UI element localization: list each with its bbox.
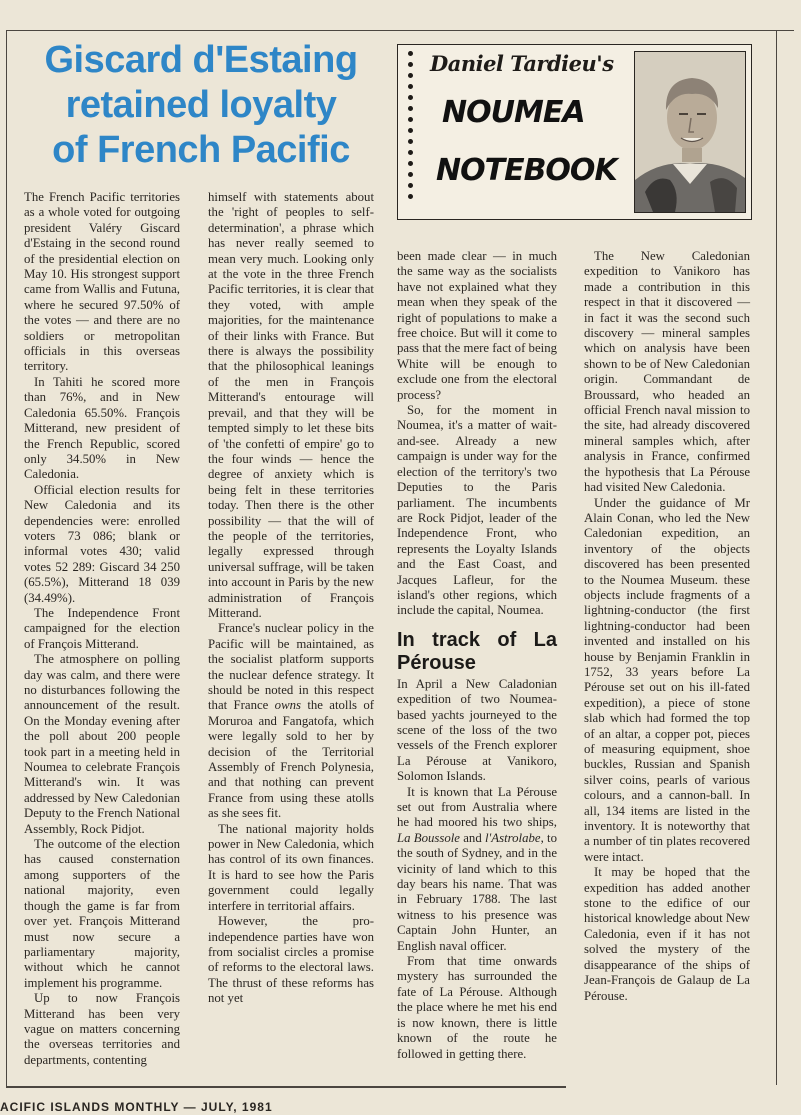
- author-portrait: [634, 51, 746, 213]
- col1-paragraph: In Tahiti he scored more than 76%, and in New Caledonia 65.50%. François Mitterand, new president of the French Republic, scored only 34.50% in New Caledonia.: [24, 374, 180, 482]
- col2-emphasis: owns: [274, 698, 301, 713]
- col2-text: the atolls of Moruroa and Fangatofa, which were legally sold to her by decision of the Territorial Assembly of French Polynesia, and that nothing can prevent France from using these atolls as she sees fit.: [208, 698, 374, 821]
- col2-paragraph: himself with statements about the 'right of peoples to self-determination', a phrase which has never really seemed to mean very much. Looking only at the vote in the three French Pacific territories, it is clear that they voted, with ample majorities, for the maintenance of their links with France. But there is always the possibility that the philosophical leanings of the men in François Mitterand's entourage will prevail, and that they will be tempted simply to let these bits of 'the confetti of empire' go to the four winds — hence the degree of anxiety which is being felt in these territories today. Then there is the other possibility — that the will of the people of the territories, legally expressed through universal suffrage, will be taken into account in Paris by the new administration of François Mitterand.: [208, 190, 374, 620]
- page-footer: ACIFIC ISLANDS MONTHLY — JULY, 1981: [0, 1100, 273, 1114]
- col1-paragraph: Official election results for New Caledonia and its dependencies were: enrolled voters 73 086; blank or informal votes 430; valid votes 52 289: Giscard 34 250 (65.5%), Mitterand 18 039 (34.49%).: [24, 482, 180, 605]
- col2-text: France's nuclear policy in the Pacific will be maintained, as the socialist platform supports the nuclear defence strategy. It should be noted in this respect that France: [208, 621, 374, 713]
- article-column-4: [584, 249, 750, 1004]
- ship-name-boussole: La Boussole: [397, 830, 460, 845]
- col4-paragraph: Under the guidance of Mr Alain Conan, who led the New Caledonian expedition, an inventory of the objects discovered has been presented to the Noumea Museum. these objects include fragments of a lightning-conductor (the first lightning-conductor had been invented and installed on his house by Benjamin Franklin in 1752, 33 years before La Pérouse set out on his ill-fated expedition), a piece of stone slab which had formed the top of an altar, a copper pot, pieces of measuring equipment, shoe buckles, Russian and Spanish silver coins, pearls of various colours, and a cannon-ball. In all, 134 items are listed in the inventory. It is noteworthy that a number of tin plates recovered were intact.: [584, 495, 750, 864]
- col1-paragraph: The French Pacific territories as a whole voted for outgoing president Valéry Giscard d'Estaing in the second round of the presidential election on May 10. His strongest support came from Wallis and Futuna, where he secured 97.50% of the votes — and there are no soldiers or metropolitan officials in this overseas territory.: [24, 190, 180, 374]
- col2-paragraph: [208, 621, 374, 821]
- col3-paragraph: [397, 785, 557, 954]
- col4-paragraph: The New Caledonian expedition to Vanikoro has made a contribution in this respect in that it discovered — in fact it was the second such discovery — mineral samples which on analysis have been shown to be of New Caledonian origin. Commandant de Broussard, who headed an official French naval mission to the site, had already discovered mineral samples which, after analysis in France, confirmed the hypothesis that La Pérouse had visited New Caledonia.: [584, 249, 750, 495]
- noumea-notebook-box: [397, 44, 752, 220]
- col1-paragraph: The Independence Front campaigned for the election of François Mitterand.: [24, 605, 180, 651]
- col1-paragraph: The outcome of the election has caused consternation among supporters of the national majority, even though the game is far from over yet. François Mitterand must now secure a parliamentary majority, without which he cannot implement his programme.: [24, 837, 180, 990]
- col4-paragraph: It may be hoped that the expedition has added another stone to the edifice of our historical knowledge about New Caledonia, even if it has not solved the mystery of the disappearance of the ships of Jean-François de Galaup de La Pérouse.: [584, 865, 750, 1003]
- notebook-title-noumea: NOUMEA: [442, 95, 585, 130]
- ship-name-astrolabe: l'Astrolabe: [485, 830, 541, 845]
- col1-paragraph: The atmosphere on polling day was calm, and there were no disturbances following the announcement of the result. On the Monday evening after the poll about 200 people took part in a meeting held in Noumea to celebrate François Mitterand's win. It was addressed by New Caledonian Deputy to the French National Assembly, Rock Pidjot.: [24, 652, 180, 836]
- col3-text: , to the south of Sydney, and in the vicinity of land which to this day bears his name. That was in February 1788. The last witness to his presence was Captain John Hunter, an English naval officer.: [397, 830, 558, 953]
- headline-line-3: of French Pacific: [52, 129, 350, 171]
- headline-line-1: Giscard d'Estaing: [44, 39, 358, 81]
- headline: [18, 38, 384, 173]
- article-column-1: [24, 190, 180, 1068]
- col3-text: It is known that La Pérouse set out from Australia where he had moored his two ships,: [397, 784, 557, 830]
- article-column-2: [208, 190, 374, 1007]
- article-column-3: [397, 249, 557, 1062]
- col3-paragraph: So, for the moment in Noumea, it's a matter of wait-and-see. Already a new campaign is under way for the election of the territory's two Deputies to the Paris parliament. The incumbents are Rock Pidjot, leader of the Independence Front, who represents the Loyalty Islands and the East Coast, and Jacques Lafleur, for the island's other regions, which include the capital, Noumea.: [397, 403, 557, 618]
- col3-paragraph: In April a New Caladonian expedition of two Noumea-based yachts journeyed to the scene of the loss of the two vessels of the French explorer La Pérouse at Vanikoro, Solomon Islands.: [397, 676, 557, 784]
- col2-paragraph: The national majority holds power in New Caledonia, which has control of its own finances. It is hard to see how the Paris government could legally interfere in territorial affairs.: [208, 821, 374, 913]
- col2-paragraph: However, the pro-independence parties have won from socialist circles a promise of reforms to the electoral laws. The thrust of these reforms has not yet: [208, 914, 374, 1006]
- col3-text: and: [463, 830, 482, 845]
- spiral-binding: [407, 51, 417, 211]
- notebook-byline: Daniel Tardieu's: [430, 51, 614, 76]
- subheading-la-perouse: In track of La Pérouse: [397, 628, 557, 674]
- notebook-title-notebook: NOTEBOOK: [436, 153, 617, 188]
- frame-bottom-rule: [6, 1086, 566, 1088]
- author-portrait-drawing: [635, 52, 745, 212]
- headline-line-2: retained loyalty: [65, 84, 337, 126]
- frame-right-rule: [776, 30, 778, 1085]
- col3-paragraph: From that time onwards mystery has surrounded the fate of La Pérouse. Although the place where he met his end is now known, there is little known of the route he followed in getting there.: [397, 954, 557, 1061]
- col3-paragraph: been made clear — in much the same way as the socialists have not explained what they mean when they speak of the right of populations to make a free choice. But will it come to pass that the mere fact of being White will be enough to exclude one from the electoral process?: [397, 249, 557, 402]
- col1-paragraph: Up to now François Mitterand has been very vague on matters concerning the overseas territories and departments, contenting: [24, 991, 180, 1067]
